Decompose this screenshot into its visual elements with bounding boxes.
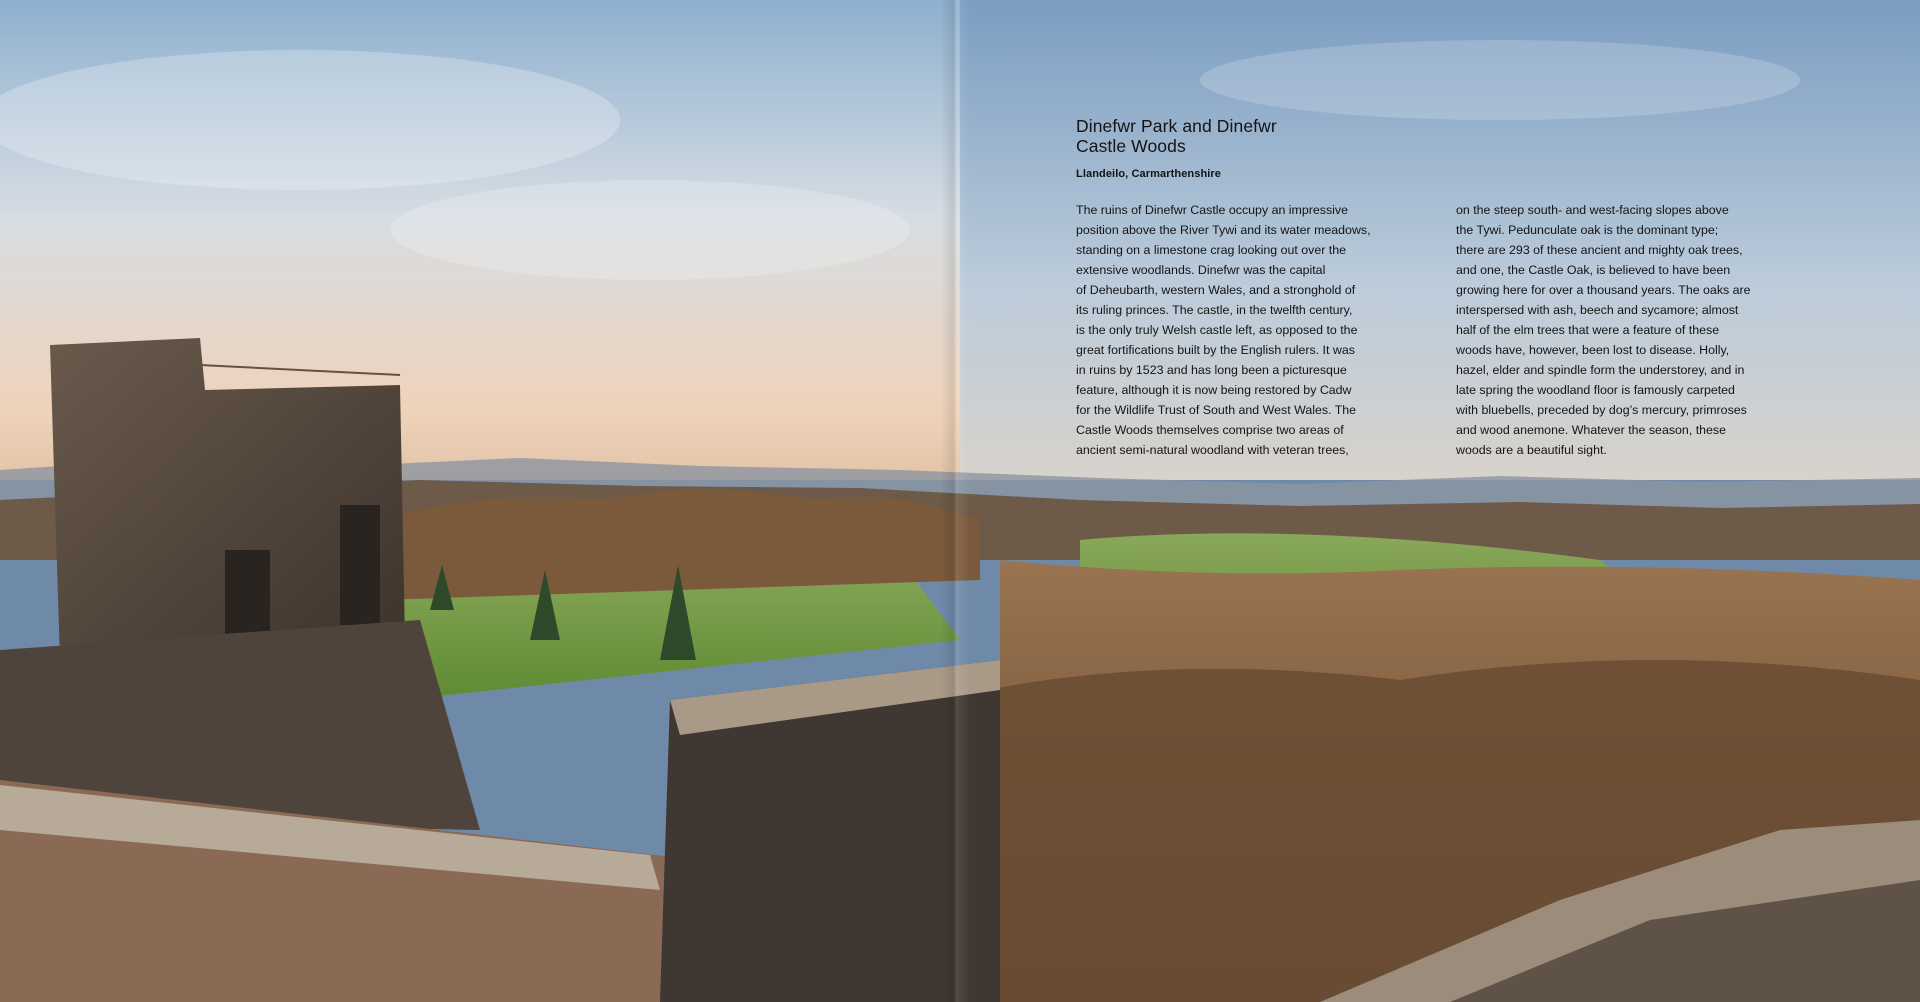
title-line: Dinefwr Park and Dinefwr xyxy=(1076,116,1277,136)
body-line: woods have, however, been lost to disease. Holly, xyxy=(1456,343,1730,357)
body-line: late spring the woodland floor is famously carpeted xyxy=(1456,383,1735,397)
article-text xyxy=(1076,116,1806,460)
body-line: half of the elm trees that were a feature of these xyxy=(1456,323,1720,337)
book-gutter xyxy=(940,0,970,1002)
body-line: position above the River Tywi and its water meadows, xyxy=(1076,223,1371,237)
body-line: Castle Woods themselves comprise two areas of xyxy=(1076,423,1344,437)
cloud xyxy=(390,180,910,280)
body-line: the Tywi. Pedunculate oak is the dominant type; xyxy=(1456,223,1719,237)
tower-window xyxy=(340,505,380,625)
body-line: ancient semi-natural woodland with veteran trees, xyxy=(1076,443,1349,457)
body-line: on the steep south- and west-facing slopes above xyxy=(1456,203,1729,217)
body-line: for the Wildlife Trust of South and West Wales. The xyxy=(1076,403,1357,417)
body-line: with bluebells, preceded by dog’s mercury, primroses xyxy=(1456,403,1747,417)
body-line: there are 293 of these ancient and mighty oak trees, xyxy=(1456,243,1743,257)
body-line: is the only truly Welsh castle left, as opposed to the xyxy=(1076,323,1358,337)
body-line: and wood anemone. Whatever the season, these xyxy=(1456,423,1727,437)
body-line: woods are a beautiful sight. xyxy=(1456,443,1607,457)
body-line: The ruins of Dinefwr Castle occupy an impressive xyxy=(1076,203,1349,217)
cloud xyxy=(1200,40,1800,120)
body-line: growing here for over a thousand years. The oaks are xyxy=(1456,283,1751,297)
body-line: in ruins by 1523 and has long been a picturesque xyxy=(1076,363,1347,377)
body-line: feature, although it is now being restored by Cadw xyxy=(1076,383,1352,397)
body-line: extensive woodlands. Dinefwr was the capital xyxy=(1076,263,1326,277)
body-line: hazel, elder and spindle form the understorey, and in xyxy=(1456,363,1745,377)
body-columns xyxy=(1076,200,1806,460)
title-line: Castle Woods xyxy=(1076,136,1186,156)
body-line: of Deheubarth, western Wales, and a stronghold of xyxy=(1076,283,1356,297)
body-line: standing on a limestone crag looking out over the xyxy=(1076,243,1347,257)
body-line: its ruling princes. The castle, in the twelfth century, xyxy=(1076,303,1353,317)
article-title xyxy=(1076,116,1806,156)
body-line: great fortifications built by the English rulers. It was xyxy=(1076,343,1355,357)
body-line: interspersed with ash, beech and sycamore; almost xyxy=(1456,303,1739,317)
body-line: and one, the Castle Oak, is believed to have been xyxy=(1456,263,1731,277)
body-column-left xyxy=(1076,200,1426,460)
article-location: Llandeilo, Carmarthenshire xyxy=(1076,168,1222,180)
body-column-right xyxy=(1456,200,1806,460)
cloud xyxy=(0,50,620,190)
